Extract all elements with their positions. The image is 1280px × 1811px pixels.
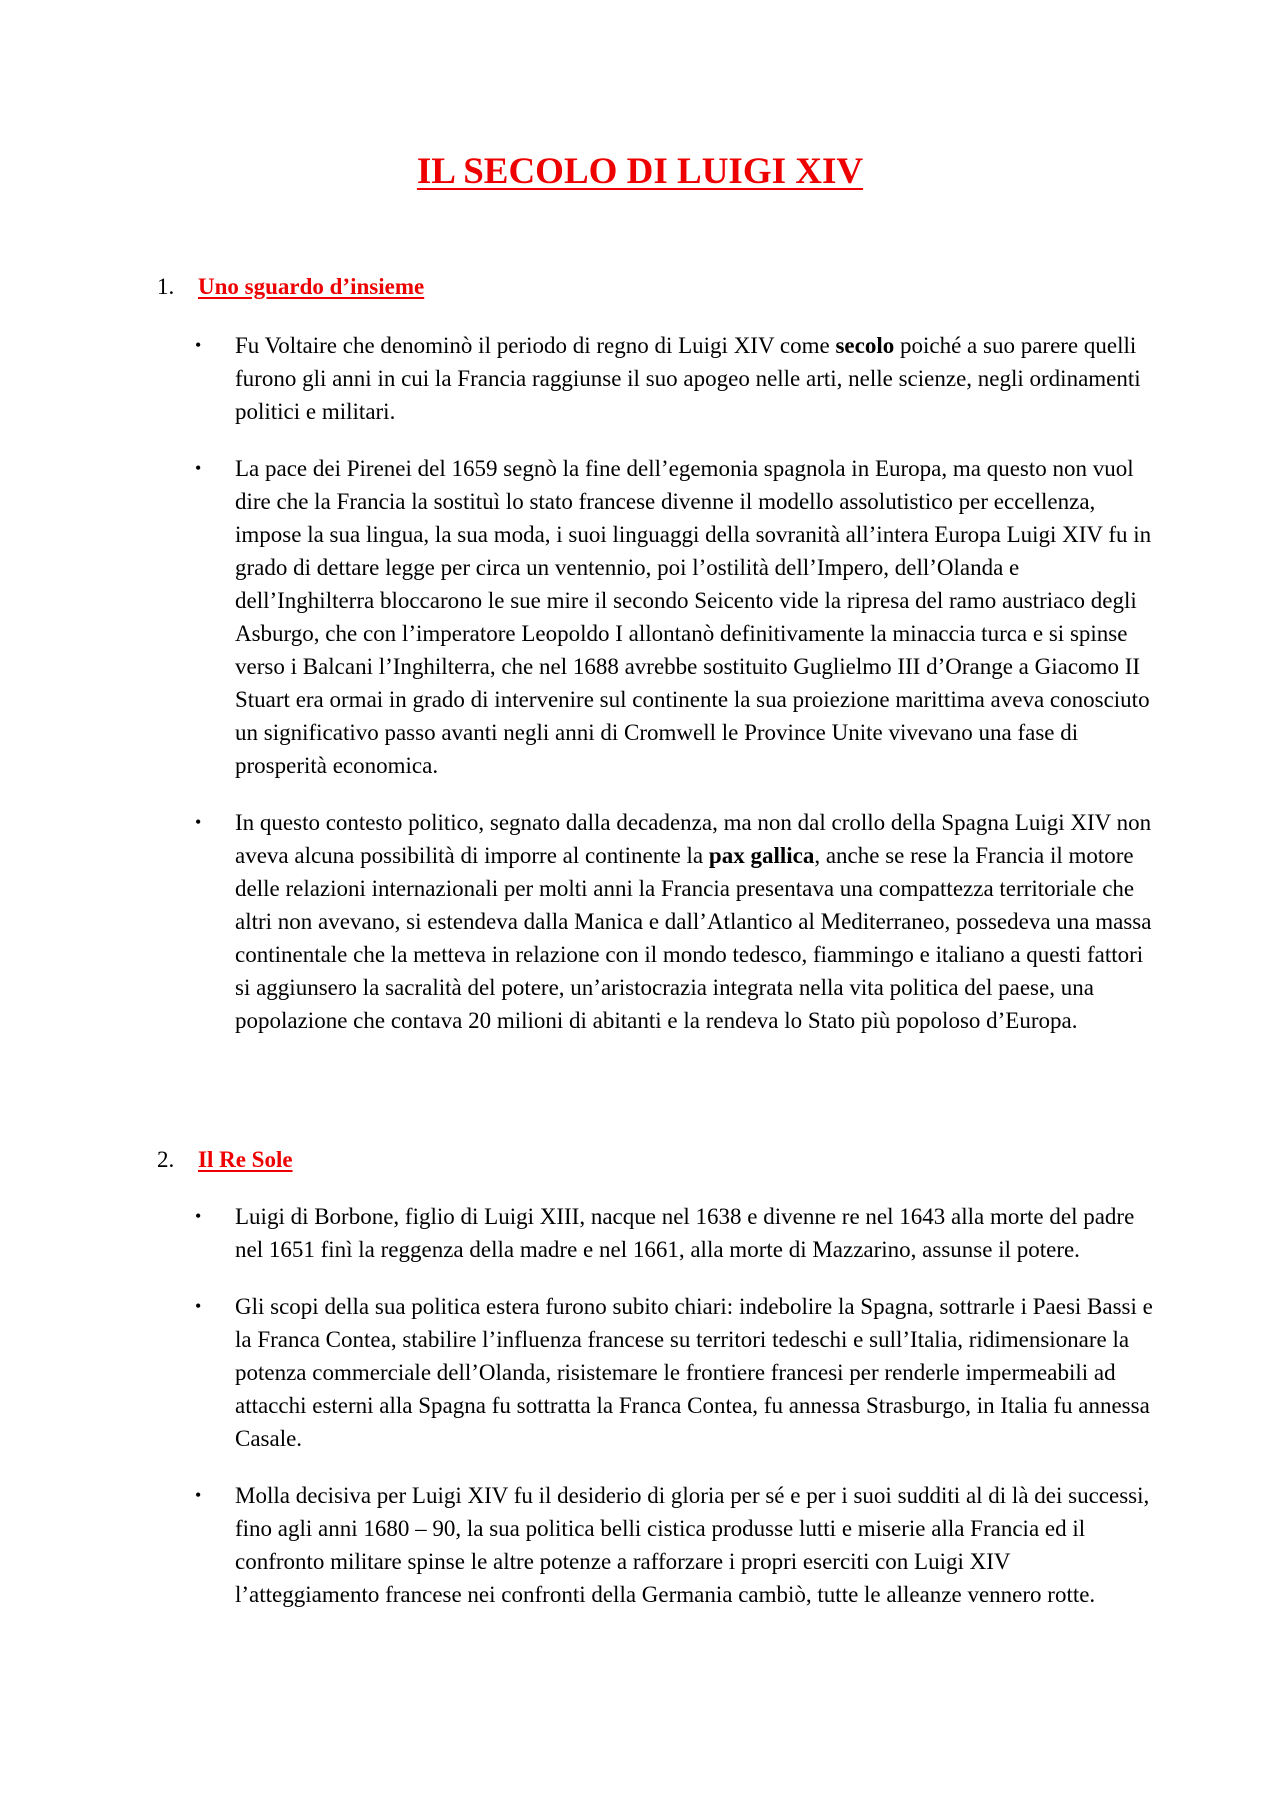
bullet-list — [0, 329, 1280, 1061]
paragraph: Fu Voltaire che denominò il periodo di regno di Luigi XIV come secolo poiché a suo parere quelli furono gli anni in cui la Francia raggiunse il suo apogeo nelle arti, nelle scienze, negli ordinamenti politici e militari. — [235, 333, 1141, 424]
list-item — [0, 1200, 1280, 1266]
section-number: 1. — [157, 274, 175, 299]
bullet-list — [0, 1200, 1280, 1635]
list-item — [0, 329, 1280, 428]
bullet-icon: • — [195, 1206, 202, 1226]
bold-term: secolo — [835, 333, 895, 358]
section-number: 2. — [157, 1147, 175, 1172]
section-title: Il Re Sole — [198, 1147, 293, 1172]
section-heading — [157, 272, 424, 302]
bullet-icon: • — [195, 335, 202, 355]
bullet-icon: • — [195, 458, 202, 478]
paragraph: La pace dei Pirenei del 1659 segnò la fine dell’egemonia spagnola in Europa, ma questo non vuol dire che la Francia la sostituì lo stato francese divenne il modello assolutistico per eccellenza, impose la sua lingua, la sua moda, i suoi linguaggi della sovranità all’intera Europa Luigi XIV fu in grado di dettare legge per circa un ventennio, poi l’ostilità dell’Impero, dell’Olanda e dell’Inghilterra bloccarono le sue mire il secondo Seicento vide la ripresa del ramo austriaco degli Asburgo, che con l’imperatore Leopoldo I allontanò definitivamente la minaccia turca e si spinse verso i Balcani l’Inghilterra, che nel 1688 avrebbe sostituito Guglielmo III d’Orange a Giacomo II Stuart era ormai in grado di intervenire sul continente la sua proiezione marittima aveva conosciuto un significativo passo avanti negli anni di Cromwell le Province Unite vivevano una fase di prosperità economica. — [235, 456, 1152, 778]
section-title: Uno sguardo d’insieme — [198, 274, 425, 299]
paragraph: Luigi di Borbone, figlio di Luigi XIII, nacque nel 1638 e divenne re nel 1643 alla morte del padre nel 1651 finì la reggenza della madre e nel 1661, alla morte di Mazzarino, assunse il potere. — [235, 1204, 1135, 1262]
paragraph: Gli scopi della sua politica estera furono subito chiari: indebolire la Spagna, sottrarle i Paesi Bassi e la Franca Contea, stabilire l’influenza francese su territori tedeschi e sull’Italia, ridimensionare la potenza commerciale dell’Olanda, risistemare le frontiere francesi per renderle impermeabili ad attacchi esterni alla Spagna fu sottratta la Franca Contea, fu annessa Strasburgo, in Italia fu annessa Casale. — [235, 1294, 1153, 1451]
list-item — [0, 1479, 1280, 1611]
document-title: IL SECOLO DI LUIGI XIV — [416, 151, 864, 192]
section-heading — [157, 1145, 293, 1175]
bullet-icon: • — [195, 1296, 202, 1316]
list-item — [0, 806, 1280, 1037]
bold-term: pax gallica — [708, 843, 815, 868]
paragraph: Molla decisiva per Luigi XIV fu il desiderio di gloria per sé e per i suoi sudditi al di là dei successi, fino agli anni 1680 – 90, la sua politica belli cistica produsse lutti e miserie alla Francia ed il confronto militare spinse le altre potenze a rafforzare i propri eserciti con Luigi XIV l’atteggiamento francese nei confronti della Germania cambiò, tutte le alleanze vennero rotte. — [235, 1483, 1150, 1607]
list-item — [0, 1290, 1280, 1455]
bullet-icon: • — [195, 1485, 202, 1505]
list-item — [0, 452, 1280, 782]
paragraph: In questo contesto politico, segnato dalla decadenza, ma non dal crollo della Spagna Luigi XIV non aveva alcuna possibilità di imporre al continente la pax gallica, anche se rese la Francia il motore delle relazioni internazionali per molti anni la Francia presentava una compattezza territoriale che altri non avevano, si estendeva dalla Manica e dall’Atlantico al Mediterraneo, possedeva una massa continentale che la metteva in relazione con il mondo tedesco, fiammingo e italiano a questi fattori si aggiunsero la sacralità del potere, un’aristocrazia integrata nella vita politica del paese, una popolazione che contava 20 milioni di abitanti e la rendeva lo Stato più popoloso d’Europa. — [235, 810, 1152, 1033]
bullet-icon: • — [195, 812, 202, 832]
